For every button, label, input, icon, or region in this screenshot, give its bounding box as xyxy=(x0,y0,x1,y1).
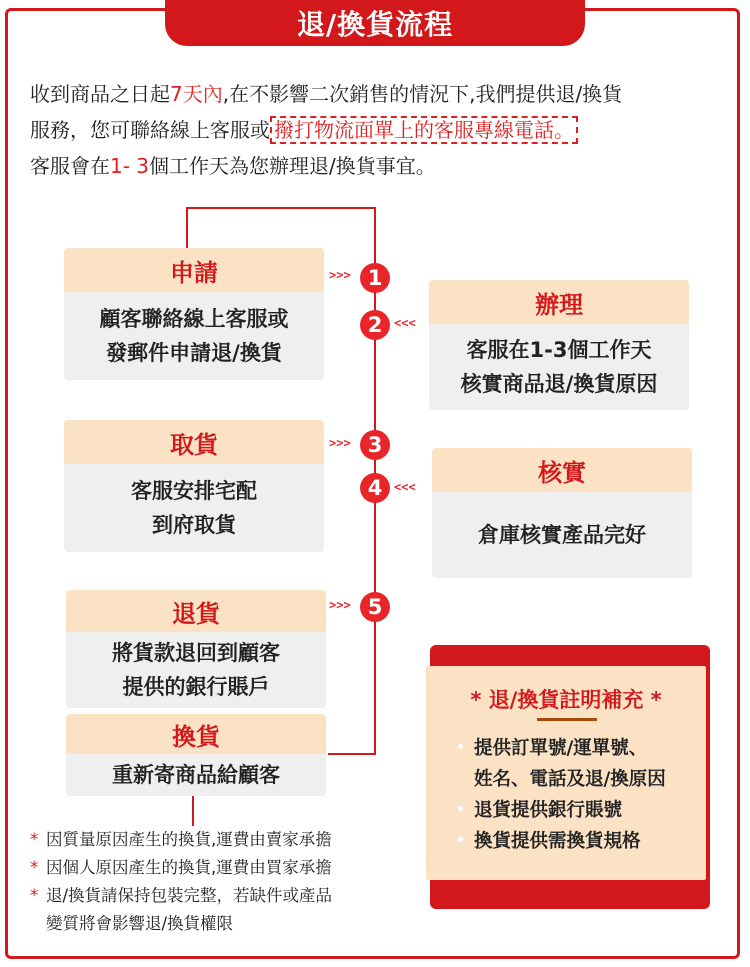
step-number-5: 5 xyxy=(360,592,390,622)
step-verify-line: 倉庫核實產品完好 xyxy=(478,523,646,547)
intro-text xyxy=(30,76,730,184)
step-exchange-body xyxy=(66,754,326,796)
step-verify-card xyxy=(432,448,692,578)
bullet-icon: • xyxy=(456,740,465,756)
step-exchange-line: 重新寄商品給顧客 xyxy=(112,763,280,787)
connector-left-top xyxy=(186,207,188,249)
star-icon: * xyxy=(30,858,39,877)
connector-notes xyxy=(192,796,194,826)
connector-bottom xyxy=(328,753,376,755)
page-title: 退/換貨流程 xyxy=(296,8,454,41)
intro-highlight-phone: 撥打物流面單上的客服專線電話。 xyxy=(270,116,578,144)
step-apply-line: 發郵件申請退/換貨 xyxy=(106,341,282,365)
bullet-icon: • xyxy=(456,833,465,849)
arrow-left-icon: <<< xyxy=(394,480,416,494)
note-indent xyxy=(30,910,46,938)
supplement-list xyxy=(456,733,701,857)
supplement-item-cont xyxy=(456,764,701,795)
arrow-right-icon: >>> xyxy=(329,436,351,450)
intro-text-part: 服務，您可聯絡線上客服或 xyxy=(30,118,270,142)
step-apply-title: 申請 xyxy=(64,248,324,292)
star-icon: * xyxy=(30,886,39,905)
note-text: 因質量原因產生的換貨,運費由賣家承擔 xyxy=(46,830,332,849)
step-process-line: 核實商品退/換貨原因 xyxy=(460,372,658,396)
step-refund-title: 退貨 xyxy=(66,590,326,632)
supplement-item xyxy=(456,826,701,857)
step-apply-card xyxy=(64,248,324,380)
note-item xyxy=(30,882,400,910)
step-apply-line: 顧客聯絡線上客服或 xyxy=(99,307,289,331)
connector-top xyxy=(186,207,376,209)
note-text: 退/換貨請保持包裝完整，若缺件或產品 xyxy=(46,886,333,905)
supplement-item xyxy=(456,733,701,764)
note-item xyxy=(30,854,400,882)
step-process-card xyxy=(429,280,689,410)
step-process-title: 辦理 xyxy=(429,280,689,324)
step-pickup-line: 客服安排宅配 xyxy=(131,479,257,503)
step-refund-card xyxy=(66,590,326,708)
step-number-3: 3 xyxy=(360,430,390,460)
step-refund-line: 將貨款退回到顧客 xyxy=(112,641,280,665)
arrow-right-icon: >>> xyxy=(329,598,351,612)
step-exchange-title: 換貨 xyxy=(66,714,326,754)
step-process-body xyxy=(429,324,689,410)
step-pickup-body xyxy=(64,464,324,552)
intro-text-part: 客服會在 xyxy=(30,154,110,178)
step-process-line: 客服在1-3個工作天 xyxy=(466,338,652,362)
supplement-text: 退貨提供銀行賬號 xyxy=(474,800,623,821)
bullet-indent xyxy=(456,764,474,795)
intro-line-2 xyxy=(30,112,730,148)
intro-highlight-days: 7天內 xyxy=(170,82,223,106)
notes-list xyxy=(30,826,400,938)
step-number-1: 1 xyxy=(360,263,390,293)
title-banner xyxy=(165,0,585,46)
intro-text-part: ,在不影響二次銷售的情況下,我們提供退/換貨 xyxy=(222,82,623,106)
supplement-divider xyxy=(537,718,597,721)
intro-line-3 xyxy=(30,148,730,184)
step-refund-body xyxy=(66,632,326,708)
intro-line-1 xyxy=(30,76,730,112)
note-item-cont xyxy=(30,910,400,938)
step-number-2: 2 xyxy=(360,310,390,340)
bullet-icon: • xyxy=(456,802,465,818)
supplement-text: 換貨提供需換貨規格 xyxy=(474,831,641,852)
step-pickup-card xyxy=(64,420,324,552)
note-text: 因個人原因產生的換貨,運費由買家承擔 xyxy=(46,858,332,877)
note-text: 變質將會影響退/換貨權限 xyxy=(46,914,234,933)
step-pickup-line: 到府取貨 xyxy=(152,513,236,537)
step-exchange-card xyxy=(66,714,326,796)
step-apply-body xyxy=(64,292,324,380)
arrow-left-icon: <<< xyxy=(394,316,416,330)
intro-highlight-workdays: 1- 3 xyxy=(110,154,150,178)
step-verify-title: 核實 xyxy=(432,448,692,492)
supplement-text: 姓名、電話及退/換原因 xyxy=(474,769,666,790)
supplement-text: 提供訂單號/運單號、 xyxy=(474,738,648,759)
arrow-right-icon: >>> xyxy=(329,268,351,282)
step-refund-line: 提供的銀行賬戶 xyxy=(122,675,270,699)
star-icon: * xyxy=(30,830,39,849)
step-number-4: 4 xyxy=(360,473,390,503)
note-item xyxy=(30,826,400,854)
supplement-title: * 退/換貨註明補充 * xyxy=(470,688,662,712)
supplement-item xyxy=(456,795,701,826)
step-verify-body xyxy=(432,492,692,578)
intro-text-part: 收到商品之日起 xyxy=(30,82,170,106)
step-pickup-title: 取貨 xyxy=(64,420,324,464)
intro-text-part: 個工作天為您辦理退/換貨事宜。 xyxy=(149,154,436,178)
